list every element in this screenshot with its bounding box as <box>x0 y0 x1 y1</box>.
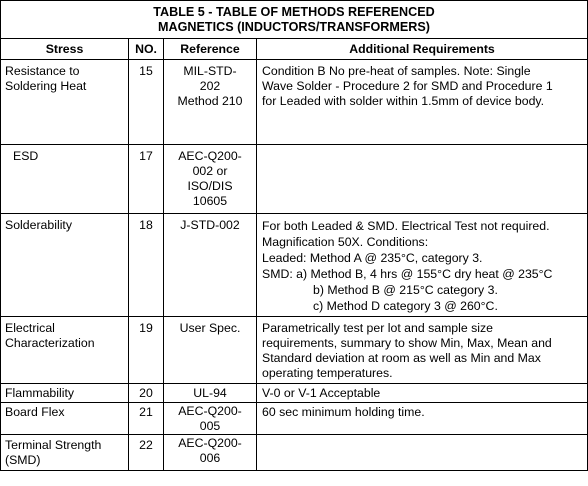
requirements-text: Parametrically test per lot and sample size <box>262 321 494 335</box>
requirements-cell <box>257 403 588 435</box>
table-row <box>1 145 588 214</box>
stress-cell <box>1 214 129 317</box>
requirements-text: for Leaded with solder within 1.5mm of device body. <box>262 94 545 108</box>
reference-text: 005 <box>199 419 221 433</box>
header-requirements: Additional Requirements <box>257 39 588 60</box>
requirements-text: c) Method D category 3 @ 260°C. <box>313 299 498 313</box>
header-row <box>1 39 588 60</box>
stress-cell <box>1 145 129 214</box>
no-cell: 15 <box>129 60 164 145</box>
table-row <box>1 214 588 317</box>
requirements-text: Standard deviation at room as well as Min and Max <box>262 351 541 365</box>
stress-text: Terminal Strength <box>5 438 102 452</box>
reference-text: User Spec. <box>179 321 241 335</box>
no-cell: 17 <box>129 145 164 214</box>
requirements-text: b) Method B @ 215°C category 3. <box>313 283 498 297</box>
table-row <box>1 435 588 471</box>
stress-text: Solderability <box>5 218 72 232</box>
reference-text: MIL-STD- <box>183 64 237 78</box>
reference-text: Method 210 <box>177 94 243 108</box>
reference-text: 002 or <box>192 164 228 178</box>
requirements-text: Condition B No pre-heat of samples. Note: Single <box>262 64 531 78</box>
reference-text: ISO/DIS <box>187 179 233 193</box>
stress-text: (SMD) <box>5 453 41 467</box>
table-row <box>1 384 588 403</box>
reference-text: AEC-Q200- <box>178 436 242 450</box>
no-cell: 18 <box>129 214 164 317</box>
stress-text: Board Flex <box>5 405 65 419</box>
requirements-text: requirements, summary to show Min, Max, Mean and <box>262 336 552 350</box>
requirements-cell <box>257 214 588 317</box>
stress-cell <box>1 317 129 384</box>
requirements-text: 60 sec minimum holding time. <box>262 405 425 419</box>
stress-text: Resistance to <box>5 64 80 78</box>
requirements-text: operating temperatures. <box>262 366 393 380</box>
reference-text: 006 <box>199 451 221 465</box>
requirements-text: For both Leaded & SMD. Electrical Test not required. <box>262 219 550 233</box>
no-cell: 22 <box>129 435 164 471</box>
table-title <box>1 1 588 39</box>
table-row <box>1 403 588 435</box>
no-cell: 19 <box>129 317 164 384</box>
stress-text: Soldering Heat <box>5 79 87 93</box>
requirements-text: Wave Solder - Procedure 2 for SMD and Procedure 1 <box>262 79 553 93</box>
reference-cell <box>164 145 257 214</box>
title-row <box>1 1 588 39</box>
reference-cell <box>164 403 257 435</box>
header-no: NO. <box>129 39 164 60</box>
reference-text: 202 <box>199 79 221 93</box>
stress-text: Characterization <box>5 336 95 350</box>
reference-text: J-STD-002 <box>180 218 240 232</box>
reference-cell <box>164 60 257 145</box>
stress-cell <box>1 403 129 435</box>
header-reference: Reference <box>164 39 257 60</box>
requirements-text: SMD: a) Method B, 4 hrs @ 155°C dry heat @ 235°C <box>262 267 553 281</box>
reference-text: AEC-Q200- <box>178 149 242 163</box>
stress-text: Electrical <box>5 321 55 335</box>
requirements-text: V-0 or V-1 Acceptable <box>262 386 381 400</box>
stress-cell <box>1 435 129 471</box>
requirements-text: Magnification 50X. Conditions: <box>262 235 429 249</box>
header-stress: Stress <box>1 39 129 60</box>
no-cell: 20 <box>129 384 164 403</box>
reference-text: AEC-Q200- <box>178 404 242 418</box>
reference-cell <box>164 384 257 403</box>
stress-cell <box>1 60 129 145</box>
requirements-text: Leaded: Method A @ 235°C, category 3. <box>262 251 483 265</box>
requirements-cell <box>257 317 588 384</box>
stress-text: Flammability <box>5 386 75 400</box>
table-row <box>1 317 588 384</box>
reference-cell <box>164 317 257 384</box>
requirements-cell <box>257 384 588 403</box>
reference-text: 10605 <box>192 194 228 208</box>
table-title-line-2: MAGNETICS (INDUCTORS/TRANSFORMERS) <box>158 20 430 34</box>
table-title-line-1: TABLE 5 - TABLE OF METHODS REFERENCED <box>153 5 435 19</box>
table-row <box>1 60 588 145</box>
stress-cell <box>1 384 129 403</box>
reference-cell <box>164 435 257 471</box>
requirements-cell <box>257 145 588 214</box>
requirements-cell <box>257 435 588 471</box>
no-cell: 21 <box>129 403 164 435</box>
stress-text: ESD <box>13 149 39 163</box>
reference-text: UL-94 <box>193 386 227 400</box>
reference-cell <box>164 214 257 317</box>
requirements-cell <box>257 60 588 145</box>
